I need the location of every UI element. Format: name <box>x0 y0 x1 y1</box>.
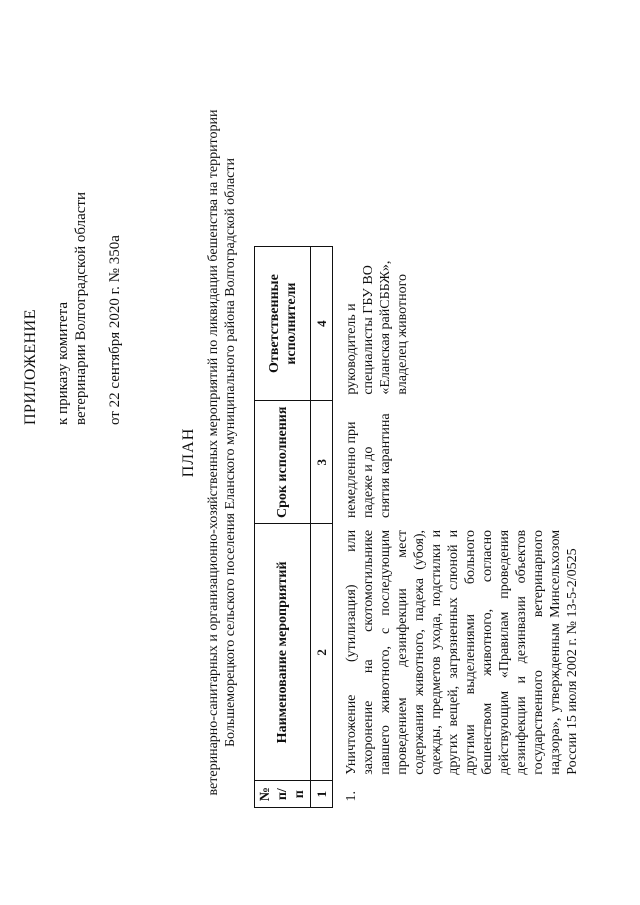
header-name: Наименование мероприятий <box>255 524 311 781</box>
header-number-3: 3 <box>311 401 333 524</box>
row-term: немедленно при падеже и до снятия карантина <box>344 413 393 518</box>
plan-table <box>254 246 581 808</box>
order-line-2: ветеринарии Волгоградской области <box>73 192 89 425</box>
header-num: № п/п <box>255 781 311 808</box>
header-number-1: 1 <box>311 781 333 808</box>
table-row <box>333 247 582 808</box>
header-term: Срок исполнения <box>255 401 311 524</box>
header-number-2: 2 <box>311 524 333 781</box>
header-number-4: 4 <box>311 247 333 401</box>
row-number: 1. <box>344 791 359 802</box>
table-header-row <box>255 247 311 808</box>
order-date: от 22 сентября 2020 г. № 350а <box>107 235 123 425</box>
header-responsible: Ответственные исполнители <box>255 247 311 401</box>
table-number-row <box>311 247 333 808</box>
plan-subtitle-line-1: ветеринарно-санитарных и организационно-хозяйственных мероприятий по ликвидации бешенства на территории <box>206 109 221 796</box>
row-measure: Уничтожение (утилизация) или захоронение на скотомогильнике павшего животного, с последующим проведением дезинфекции мест содержания животного, падежа (убоя), одежды, предметов ухода, подстилки и других вещей, загрязненных слюной и другими выделениями больного бешенством животного, согласно действующим «Правилам проведения дезинфекции и дезинвазии объектов государственного ветеринарного надзора», утвержденным Минсельхозом России 15 июля 2002 г. № 13-5-2/0525 <box>344 529 580 775</box>
order-line-1: к приказу комитета <box>55 301 71 425</box>
plan-subtitle-line-2: Большеморецкого сельского поселения Еланского муниципального района Волгоградской области <box>223 158 238 747</box>
appendix-title: ПРИЛОЖЕНИЕ <box>22 308 39 425</box>
plan-title: ПЛАН <box>180 427 197 478</box>
appendix-header <box>22 5 124 425</box>
row-responsible: руководитель и специалисты ГБУ ВО «Еланская райСББЖ», владелец животного <box>344 260 410 395</box>
plan-subtitle <box>205 80 239 825</box>
